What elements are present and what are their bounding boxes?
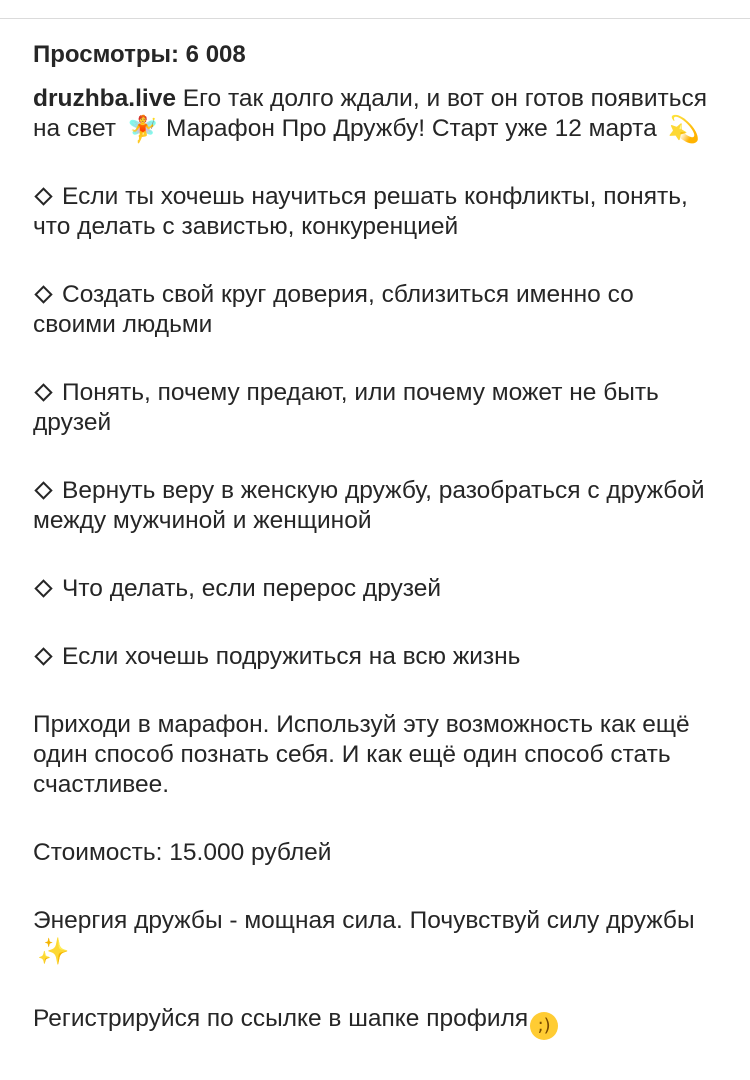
energy-text: Энергия дружбы - мощная сила. Почувствуй силу дружбы [33,907,695,934]
diamond-bullet-icon [34,187,52,205]
price-paragraph: Стоимость: 15.000 рублей [33,839,332,866]
invite-paragraph: Приходи в марафон. Используй эту возможность как ещё один способ познать себя. И как ещё один способ стать счастливее. [33,711,690,798]
wink-emoji-icon: ;) [530,1012,558,1040]
bullet-text: Понять, почему предают, или почему может не быть друзей [33,379,659,436]
caption-intro [33,84,723,144]
bullet-item [33,378,723,438]
register-paragraph [33,1004,723,1040]
energy-paragraph [33,906,723,966]
views-count: Просмотры: 6 008 [33,41,246,68]
bullet-text: Вернуть веру в женскую дружбу, разобраться с дружбой между мужчиной и женщиной [33,477,705,534]
bullet-text: Создать свой круг доверия, сблизиться именно со своими людьми [33,281,634,338]
bullet-item [33,574,723,604]
header-divider [0,18,750,19]
post-caption [33,84,723,1040]
bullet-item [33,642,723,672]
bullet-item [33,182,723,242]
post-caption-container [33,38,723,1078]
diamond-bullet-icon [34,383,52,401]
bullet-text: Что делать, если перерос друзей [62,575,442,602]
diamond-bullet-icon [34,481,52,499]
bullet-item [33,280,723,340]
fairy-emoji-icon: 🧚 [126,115,160,145]
dizzy-emoji-icon: 💫 [667,115,700,145]
bullet-item [33,476,723,536]
diamond-bullet-icon [34,647,52,665]
bullet-text: Если ты хочешь научиться решать конфликты, понять, что делать с завистью, конкуренцией [33,183,688,240]
register-text: Регистрируйся по ссылке в шапке профиля [33,1005,529,1032]
username-link[interactable]: druzhba.live [33,85,176,112]
diamond-bullet-icon [34,285,52,303]
intro-text: Его так долго ждали, и вот он готов появиться на свет [33,85,708,142]
bullet-text: Если хочешь подружиться на всю жизнь [62,643,521,670]
sparkles-emoji-icon: ✨ [37,937,70,967]
intro-text-2: Марафон Про Дружбу! Старт уже 12 марта [166,115,657,142]
diamond-bullet-icon [34,579,52,597]
